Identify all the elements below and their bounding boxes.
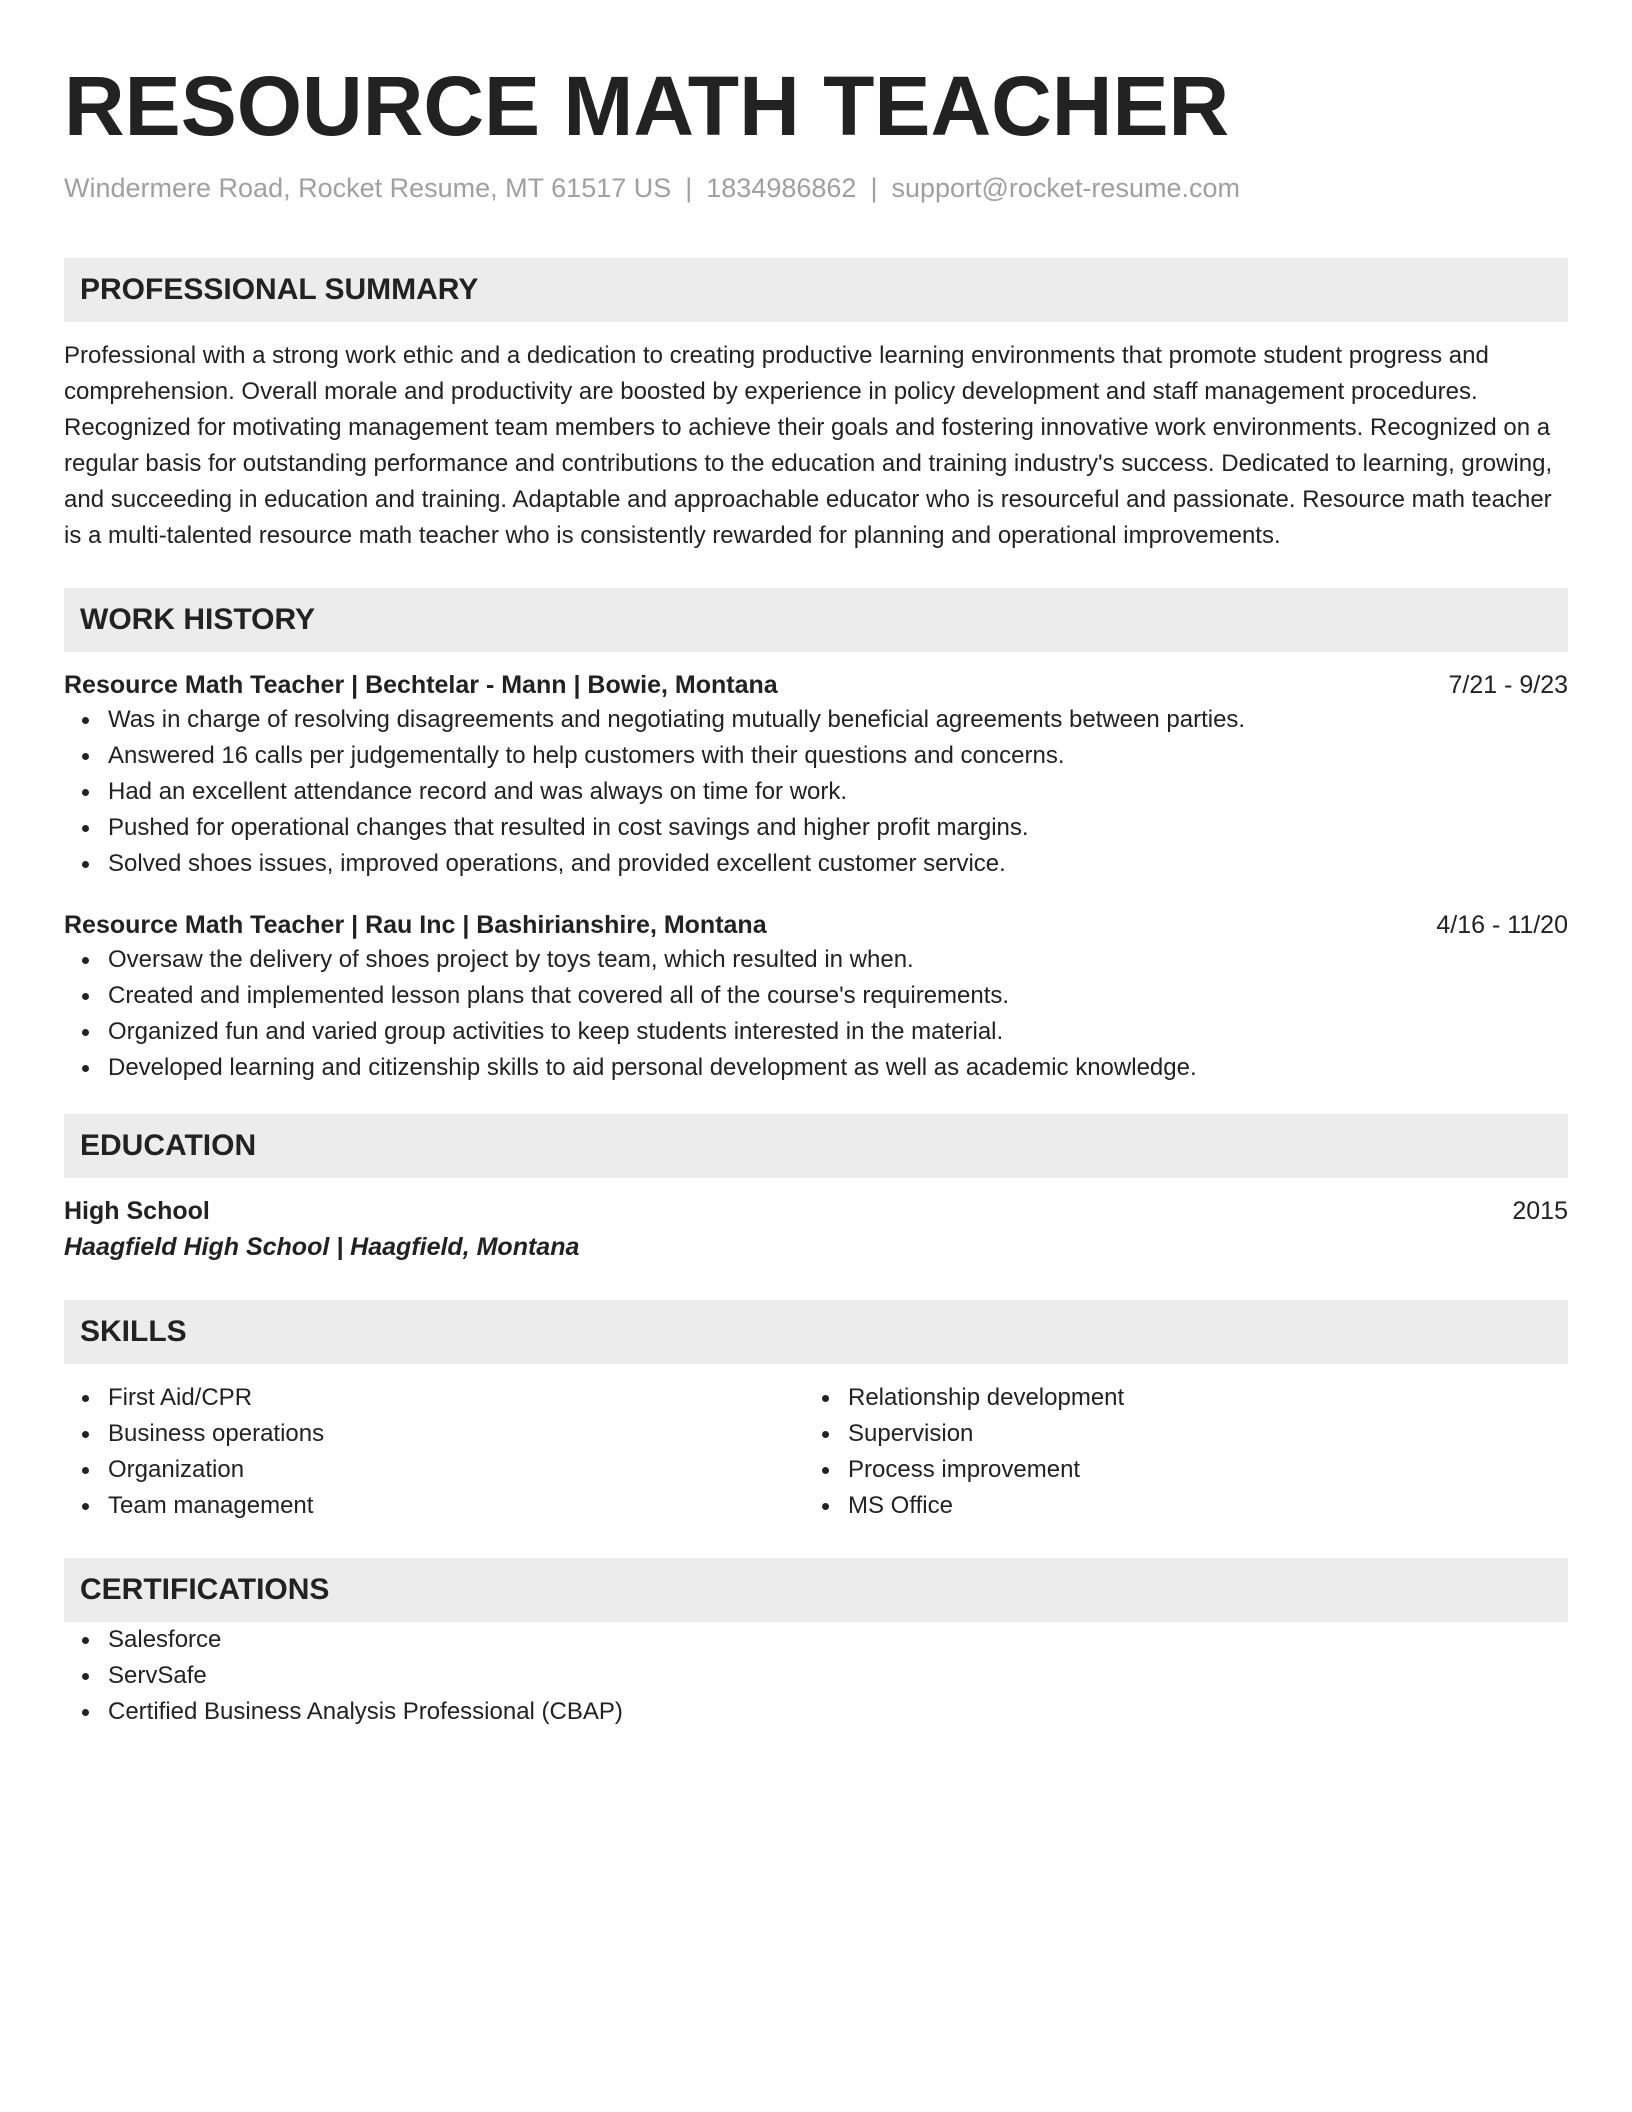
certifications-list [64,1622,1568,1730]
list-item: Team management [108,1488,804,1524]
list-item: Certified Business Analysis Professional (CBAP) [108,1694,1568,1730]
list-item: Process improvement [848,1452,1544,1488]
job-header [64,908,1568,942]
section-heading-work-history: WORK HISTORY [64,588,1568,652]
list-item: Organization [108,1452,804,1488]
contact-line [64,170,1568,206]
skills-column-right [804,1380,1544,1524]
list-item: Had an excellent attendance record and was always on time for work. [108,774,1568,810]
list-item: Answered 16 calls per judgementally to help customers with their questions and concerns. [108,738,1568,774]
list-item: Created and implemented lesson plans that covered all of the course's requirements. [108,978,1568,1014]
list-item: Developed learning and citizenship skills to aid personal development as well as academic knowledge. [108,1050,1568,1086]
section-heading-summary: PROFESSIONAL SUMMARY [64,258,1568,322]
education-year: 2015 [1512,1197,1568,1225]
summary-text: Professional with a strong work ethic and a dedication to creating productive learning environments that promote student progress and comprehension. Overall morale and productivity are boosted by experience in policy development and staff management procedures. Recognized for motivating management team members to achieve their goals and fostering innovative work environments. Recognized on a regular basis for outstanding performance and contributions to the education and training industry's success. Dedicated to learning, growing, and succeeding in education and training. Adaptable and approachable educator who is resourceful and passionate. Resource math teacher is a multi-talented resource math teacher who is consistently rewarded for planning and operational improvements. [64,342,1553,549]
job-bullet-list [64,942,1568,1086]
section-heading-certifications: CERTIFICATIONS [64,1558,1568,1622]
list-item: Was in charge of resolving disagreements and negotiating mutually beneficial agreements between parties. [108,702,1568,738]
list-item: Pushed for operational changes that resulted in cost savings and higher profit margins. [108,810,1568,846]
list-item: Supervision [848,1416,1544,1452]
contact-phone: 1834986862 [706,173,857,203]
list-item: Organized fun and varied group activities to keep students interested in the material. [108,1014,1568,1050]
skills-list [804,1380,1544,1524]
job-header [64,668,1568,702]
list-item: Salesforce [108,1622,1568,1658]
education-header [64,1194,1568,1228]
education-school: Haagfield High School | Haagfield, Montana [64,1233,580,1261]
section-heading-skills: SKILLS [64,1300,1568,1364]
list-item: MS Office [848,1488,1544,1524]
skills-column-left [64,1380,804,1524]
section-heading-education: EDUCATION [64,1114,1568,1178]
skills-list [64,1380,804,1524]
contact-separator: | [685,173,693,203]
list-item: Relationship development [848,1380,1544,1416]
job-bullet-list [64,702,1568,882]
skills-grid [64,1380,1568,1524]
contact-email: support@rocket-resume.com [891,173,1240,203]
education-degree: High School [64,1197,210,1225]
list-item: Business operations [108,1416,804,1452]
job-dates: 4/16 - 11/20 [1436,911,1568,939]
job-dates: 7/21 - 9/23 [1448,671,1568,699]
list-item: First Aid/CPR [108,1380,804,1416]
list-item: Solved shoes issues, improved operations, and provided excellent customer service. [108,846,1568,882]
contact-address: Windermere Road, Rocket Resume, MT 61517 US [64,173,672,203]
candidate-name: RESOURCE MATH TEACHER [64,59,1230,153]
job-title: Resource Math Teacher | Bechtelar - Mann | Bowie, Montana [64,671,778,699]
list-item: ServSafe [108,1658,1568,1694]
job-title: Resource Math Teacher | Rau Inc | Bashirianshire, Montana [64,911,767,939]
contact-separator: | [870,173,878,203]
list-item: Oversaw the delivery of shoes project by toys team, which resulted in when. [108,942,1568,978]
